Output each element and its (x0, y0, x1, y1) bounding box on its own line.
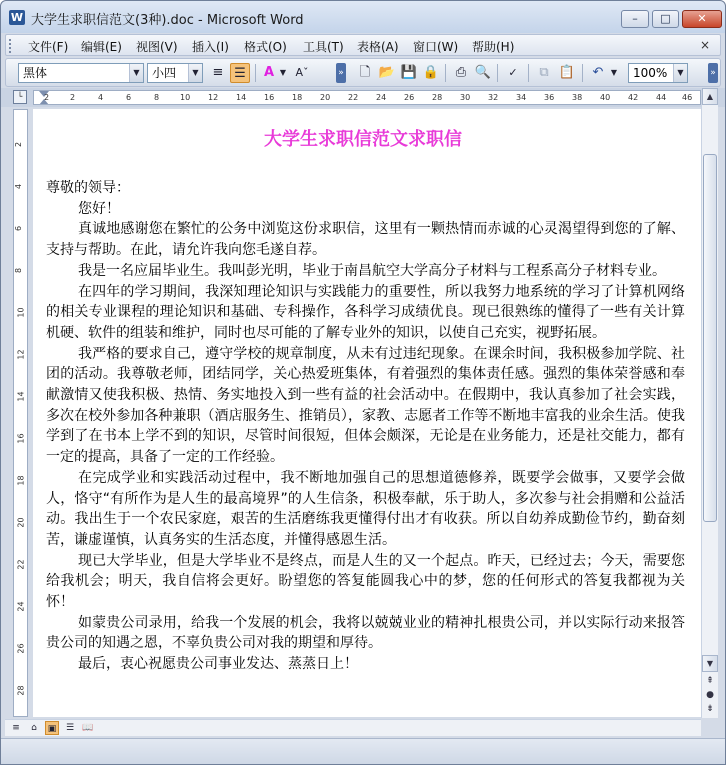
menu-window[interactable]: 窗口(W) (413, 40, 459, 54)
vertical-scrollbar[interactable] (701, 88, 718, 718)
ruler-tick: 24 (376, 93, 387, 102)
salutation: 尊敬的领导： (46, 180, 130, 196)
vruler-tick: 22 (16, 559, 26, 570)
menu-format[interactable]: 格式(O) (244, 40, 287, 54)
web-layout-view-icon[interactable]: ⌂ (31, 723, 37, 733)
menu-edit[interactable]: 编辑(E) (81, 40, 122, 54)
font-color-icon[interactable]: A (263, 65, 275, 80)
align-justify-icon[interactable]: ≡ (212, 65, 224, 80)
select-browse-object-icon[interactable]: ● (706, 690, 714, 700)
grow-font-icon[interactable]: Aˇ (295, 66, 309, 79)
vruler-tick: 4 (14, 183, 24, 190)
ruler-tick: 2 (70, 93, 76, 102)
paragraph: 现已大学毕业，但是大学毕业不是终点，而是人生的又一个起点。昨天，已经过去；今天，需要您给我机会；明天，我自信将会更好。盼望您的答复能圆我心中的梦，您的任何形式的答复我都视为关怀！ (46, 552, 685, 611)
vruler-tick: 2 (14, 141, 24, 148)
ruler-tick: 14 (236, 93, 247, 102)
paragraph: 真诚地感谢您在繁忙的公务中浏览这份求职信，这里有一颗热情而赤诚的心灵渴望得到您的了解、支持与帮助。在此，请允许我向您毛遂自荐。 (46, 221, 685, 259)
menu-view[interactable]: 视图(V) (136, 40, 178, 54)
menu-bar (5, 34, 721, 56)
toolbar-separator (582, 64, 583, 82)
document-title: 大学生求职信范文求职信 (264, 129, 462, 150)
print-icon[interactable]: ⎙ (455, 65, 467, 80)
next-page-icon[interactable]: ⇟ (706, 704, 714, 714)
tab-selector-icon[interactable]: └ (13, 90, 27, 104)
maximize-button[interactable]: □ (652, 10, 679, 28)
normal-view-icon[interactable]: ≡ (12, 723, 20, 733)
ruler-tick: 22 (348, 93, 359, 102)
print-preview-icon[interactable]: 🔍 (474, 65, 492, 80)
open-icon[interactable]: 📂 (378, 65, 396, 80)
formatting-toolbar (5, 58, 721, 87)
ruler-row (1, 88, 725, 107)
vruler-tick: 10 (16, 307, 26, 318)
toolbar-options-chevron-icon[interactable]: » (708, 63, 718, 83)
greeting: 您好！ (78, 200, 120, 217)
undo-icon[interactable]: ↶ (592, 65, 604, 80)
paragraph: 我是一名应届毕业生。我叫彭光明，毕业于南昌航空大学高分子材料与工程系高分子材料专业。 (78, 262, 666, 279)
ruler-tick: 38 (572, 93, 583, 102)
ruler-tick: 40 (600, 93, 611, 102)
ruler-tick: 10 (180, 93, 191, 102)
vruler-tick: 8 (14, 267, 24, 274)
save-icon[interactable]: 💾 (400, 65, 418, 80)
font-size-select[interactable] (147, 63, 203, 83)
permission-icon[interactable]: 🔒 (422, 65, 440, 80)
ruler-tick: 42 (628, 93, 639, 102)
previous-page-icon[interactable]: ⇞ (706, 676, 714, 686)
vruler-tick: 18 (16, 475, 26, 486)
ruler-tick: 4 (98, 93, 104, 102)
vruler-tick: 26 (16, 643, 26, 654)
ruler-tick: 2 (44, 93, 50, 102)
status-bar (1, 738, 725, 764)
ruler-tick: 30 (460, 93, 471, 102)
ruler-tick: 20 (320, 93, 331, 102)
chevron-down-icon[interactable]: ▼ (673, 64, 687, 82)
ruler-tick: 8 (154, 93, 160, 102)
outline-view-icon[interactable]: ☰ (65, 723, 75, 733)
scroll-down-icon[interactable]: ▼ (702, 655, 718, 672)
menu-tools[interactable]: 工具(T) (303, 40, 344, 54)
chevron-down-icon[interactable]: ▼ (129, 64, 143, 82)
menu-insert[interactable]: 插入(I) (192, 40, 229, 54)
vertical-ruler[interactable] (13, 109, 28, 717)
vruler-tick: 14 (16, 391, 26, 402)
toolbar-grip-icon[interactable] (9, 39, 13, 53)
print-layout-view-icon[interactable]: ▣ (45, 721, 59, 735)
chevron-down-icon[interactable]: ▼ (610, 68, 618, 77)
zoom-value: 100% (633, 66, 668, 80)
paragraph: 我严格的要求自己，遵守学校的规章制度，从未有过违纪现象。在课余时间，我积极参加学院、社团的活动。我尊敬老师，团结同学，关心热爱班集体，有着强烈的集体责任感。强烈的集体荣誉感和奉献激情又使我积极、热情、务实地投入到一些有益的社会活动中。在假期中，我认真参加了社会实践，多次在校外参加各种兼职（酒店服务生、推销员），家教、志愿者工作等不断地丰富我的业余生活。使我学到了在书本上学不到的知识，尽管时间很短，但体会颇深，无论是在业务能力，还是社交能力，都有一定的提高，具备了一定的工作经验。 (46, 345, 685, 466)
view-bar (5, 719, 701, 736)
font-size-value: 小四 (152, 66, 177, 80)
scroll-up-icon[interactable]: ▲ (702, 88, 718, 105)
vruler-tick: 20 (16, 517, 26, 528)
toolbar-separator (445, 64, 446, 82)
document-page[interactable] (33, 109, 701, 717)
menu-file[interactable]: 文件(F) (28, 40, 69, 54)
scrollbar-thumb[interactable] (703, 154, 717, 522)
toolbar-separator (497, 64, 498, 82)
reading-layout-view-icon[interactable]: 📖 (82, 723, 94, 733)
menu-help[interactable]: 帮助(H) (472, 40, 515, 54)
horizontal-ruler[interactable] (33, 90, 701, 105)
title-bar (1, 1, 725, 33)
document-body[interactable] (46, 178, 685, 675)
paragraph: 在完成学业和实践活动过程中，我不断地加强自己的思想道德修养，既要学会做事，又要学会做人，恪守“有所作为是人生的最高境界”的人生信条，积极奉献，乐于助人，多次参与社会捐赠和公益活动。我出生于一个农民家庭，艰苦的生活磨练我更懂得付出才有收获。所以自幼养成勤俭节约，勤奋刻苦，谦虚谨慎，认真务实的生活态度，并懂得感恩生活。 (46, 469, 685, 548)
ruler-tick: 34 (516, 93, 527, 102)
vruler-tick: 24 (16, 601, 26, 612)
paragraph: 最后，衷心祝愿贵公司事业发达、蒸蒸日上！ (78, 656, 358, 673)
chevron-down-icon[interactable]: ▼ (188, 64, 202, 82)
paste-icon[interactable]: 📋 (558, 65, 576, 80)
ruler-tick: 18 (292, 93, 303, 102)
vruler-tick: 12 (16, 349, 26, 360)
vruler-tick: 6 (14, 225, 24, 232)
vruler-tick: 28 (16, 685, 26, 696)
paragraph: 在四年的学习期间，我深知理论知识与实践能力的重要性，所以我努力地系统的学习了计算机网络的相关专业课程的理论知识和基础、专科操作，各科学习成绩优良。现已很熟练的懂得了一些有关计算机硬、软件的组装和维护，同时也尽可能的了解专业外的知识，以使自己充实，视野拓展。 (46, 283, 685, 341)
chevron-down-icon[interactable]: ▼ (279, 68, 287, 77)
window-title: 大学生求职信范文(3种).doc - Microsoft Word (31, 13, 304, 28)
word-app-icon[interactable]: W (10, 11, 24, 24)
ruler-tick: 28 (432, 93, 443, 102)
toolbar-separator (528, 64, 529, 82)
ruler-tick: 12 (208, 93, 219, 102)
align-distributed-icon[interactable]: ☰ (230, 63, 250, 83)
horizontal-scrollbar[interactable] (103, 721, 697, 736)
font-name-value: 黑体 (23, 66, 48, 80)
menu-table[interactable]: 表格(A) (357, 40, 399, 54)
vruler-tick: 16 (16, 433, 26, 444)
ruler-tick: 26 (404, 93, 415, 102)
spelling-icon[interactable]: ✓ (508, 66, 518, 79)
new-document-icon[interactable]: 🗋 (359, 65, 371, 80)
toolbar-options-chevron-icon[interactable]: » (336, 63, 346, 83)
ruler-tick: 16 (264, 93, 275, 102)
ruler-tick: 32 (488, 93, 499, 102)
ruler-tick: 46 (682, 93, 693, 102)
toolbar-separator (255, 64, 256, 82)
ruler-tick: 44 (656, 93, 667, 102)
minimize-button[interactable]: – (621, 10, 649, 28)
paragraph: 如蒙贵公司录用，给我一个发展的机会，我将以兢兢业业的精神扎根贵公司，并以实际行动来报答贵公司的知遇之恩，不辜负贵公司对我的期望和厚待。 (46, 614, 685, 652)
close-document-icon[interactable]: × (700, 38, 711, 52)
ruler-tick: 36 (544, 93, 555, 102)
ruler-tick: 6 (126, 93, 132, 102)
font-name-select[interactable] (18, 63, 144, 83)
copy-icon[interactable]: ⧉ (539, 65, 549, 80)
close-button[interactable]: ✕ (682, 10, 722, 28)
zoom-select[interactable] (628, 63, 688, 83)
